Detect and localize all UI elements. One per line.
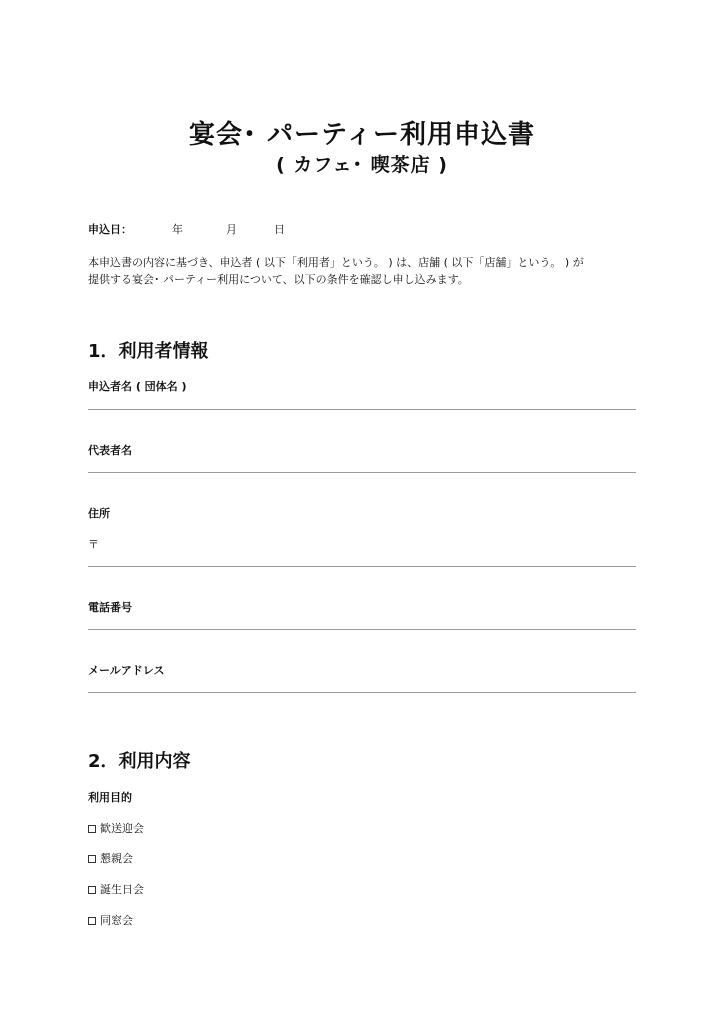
purpose-option-reunion[interactable] <box>88 913 133 929</box>
checkbox-icon[interactable] <box>88 855 96 863</box>
email-line[interactable] <box>88 692 636 693</box>
address-label: 住所 <box>88 507 110 520</box>
purpose-option-label: 歓送迎会 <box>100 822 144 835</box>
representative-name-line[interactable] <box>88 472 636 473</box>
date-month-unit: 月 <box>226 223 237 236</box>
phone-label: 電話番号 <box>88 601 132 614</box>
purpose-option-label: 誕生日会 <box>100 883 144 896</box>
document-title: 宴会･ パーティー利用申込書 <box>189 120 535 150</box>
purpose-label: 利用目的 <box>88 791 132 804</box>
date-year-unit: 年 <box>172 223 183 236</box>
purpose-option-social[interactable] <box>88 851 133 867</box>
intro-line-1: 本申込書の内容に基づき、申込者 ( 以下「利用者」という。 ) は、店舗 ( 以下「店舗」という。 ) が <box>88 256 584 269</box>
email-label: メールアドレス <box>88 664 165 677</box>
representative-name-label: 代表者名 <box>88 444 132 457</box>
document-subtitle: ( カフェ･ 喫茶店 ) <box>276 154 448 176</box>
checkbox-icon[interactable] <box>88 825 96 833</box>
phone-line[interactable] <box>88 629 636 630</box>
purpose-option-label: 懇親会 <box>100 852 133 865</box>
intro-paragraph <box>88 254 648 288</box>
application-date-label: 申込日： <box>88 223 132 236</box>
checkbox-icon[interactable] <box>88 886 96 894</box>
address-line[interactable] <box>88 566 636 567</box>
purpose-option-label: 同窓会 <box>100 914 133 927</box>
checkbox-icon[interactable] <box>88 917 96 925</box>
application-date-row <box>88 222 285 238</box>
section-1-heading: 1．利用者情報 <box>88 341 209 362</box>
applicant-name-label: 申込者名 ( 団体名 ) <box>88 380 187 393</box>
section-2-heading: 2．利用内容 <box>88 751 191 772</box>
date-day-unit: 日 <box>274 223 285 236</box>
postal-code-mark: 〒 <box>88 538 99 551</box>
purpose-option-birthday[interactable] <box>88 882 144 898</box>
applicant-name-line[interactable] <box>88 409 636 410</box>
purpose-option-farewell[interactable] <box>88 821 144 837</box>
intro-line-2: 提供する宴会･ パーティー利用について、以下の条件を確認し申し込みます。 <box>88 273 469 286</box>
